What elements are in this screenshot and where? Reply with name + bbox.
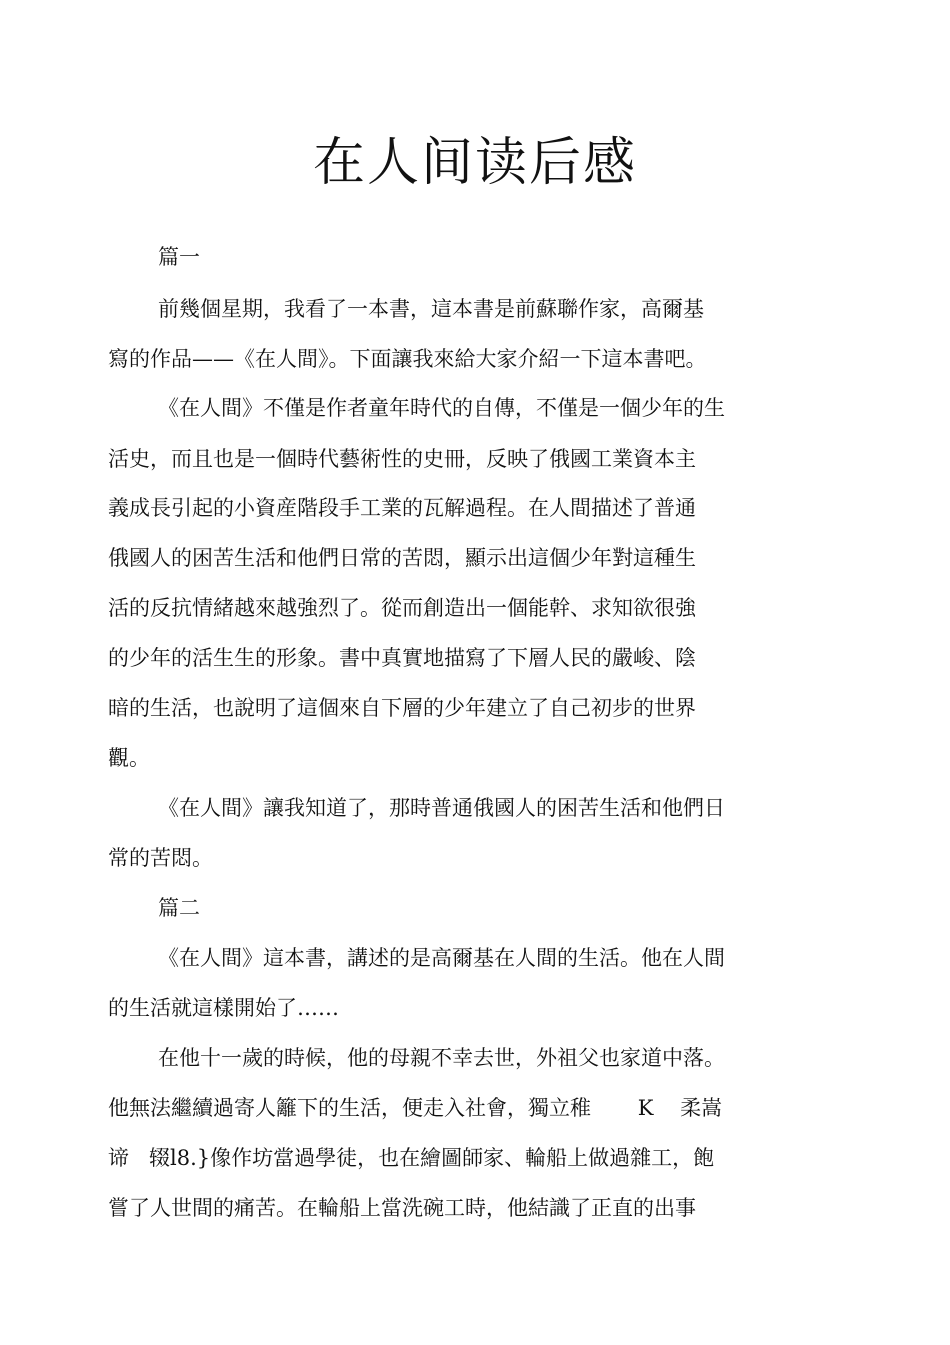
text-line: 活史，而且也是一個時代藝術性的史冊，反映了俄國工業資本主 — [108, 447, 696, 471]
text-line: 前幾個星期，我看了一本書，這本書是前蘇聯作家，高爾基 — [158, 297, 704, 321]
text-line: 谛 辍l8.}像作坊當過學徒，也在繪圖師家、輪船上做過雜工，飽 — [108, 1146, 715, 1170]
text-line: 暗的生活，也說明了這個來自下層的少年建立了自己初步的世界 — [108, 696, 696, 720]
text-line: 在他十一歲的時候，他的母親不幸去世，外祖父也家道中落。 — [158, 1046, 725, 1070]
text-line: 義成長引起的小資産階段手工業的瓦解過程。在人間描述了普通 — [108, 496, 696, 520]
text-line: 的生活就這樣開始了…… — [108, 996, 339, 1020]
text-line: 篇一 — [158, 245, 200, 269]
text-line: 《在人間》不僅是作者童年時代的自傳，不僅是一個少年的生 — [158, 396, 725, 420]
text-line: 俄國人的困苦生活和他們日常的苦悶，顯示出這個少年對這種生 — [108, 546, 696, 570]
text-line: 寫的作品——《在人間》。下面讓我來給大家介紹一下這本書吧。 — [108, 347, 707, 371]
text-line: 篇二 — [158, 896, 200, 920]
text-line: 活的反抗情緒越來越強烈了。從而創造出一個能幹、求知欲很強 — [108, 596, 696, 620]
text-line: 觀。 — [108, 746, 150, 770]
text-line: 嘗了人世間的痛苦。在輪船上當洗碗工時，他結識了正直的出事 — [108, 1196, 696, 1220]
text-line: 《在人間》這本書，講述的是高爾基在人間的生活。他在人間 — [158, 946, 725, 970]
text-line: 他無法繼續過寄人籬下的生活，便走入社會，獨立稚 K 柔嵩 — [108, 1096, 723, 1120]
text-line: 常的苦悶。 — [108, 846, 213, 870]
text-line: 的少年的活生生的形象。書中真實地描寫了下層人民的嚴峻、陰 — [108, 646, 696, 670]
text-line: 《在人間》讓我知道了，那時普通俄國人的困苦生活和他們日 — [158, 796, 725, 820]
document-title: 在人间读后感 — [312, 133, 637, 193]
